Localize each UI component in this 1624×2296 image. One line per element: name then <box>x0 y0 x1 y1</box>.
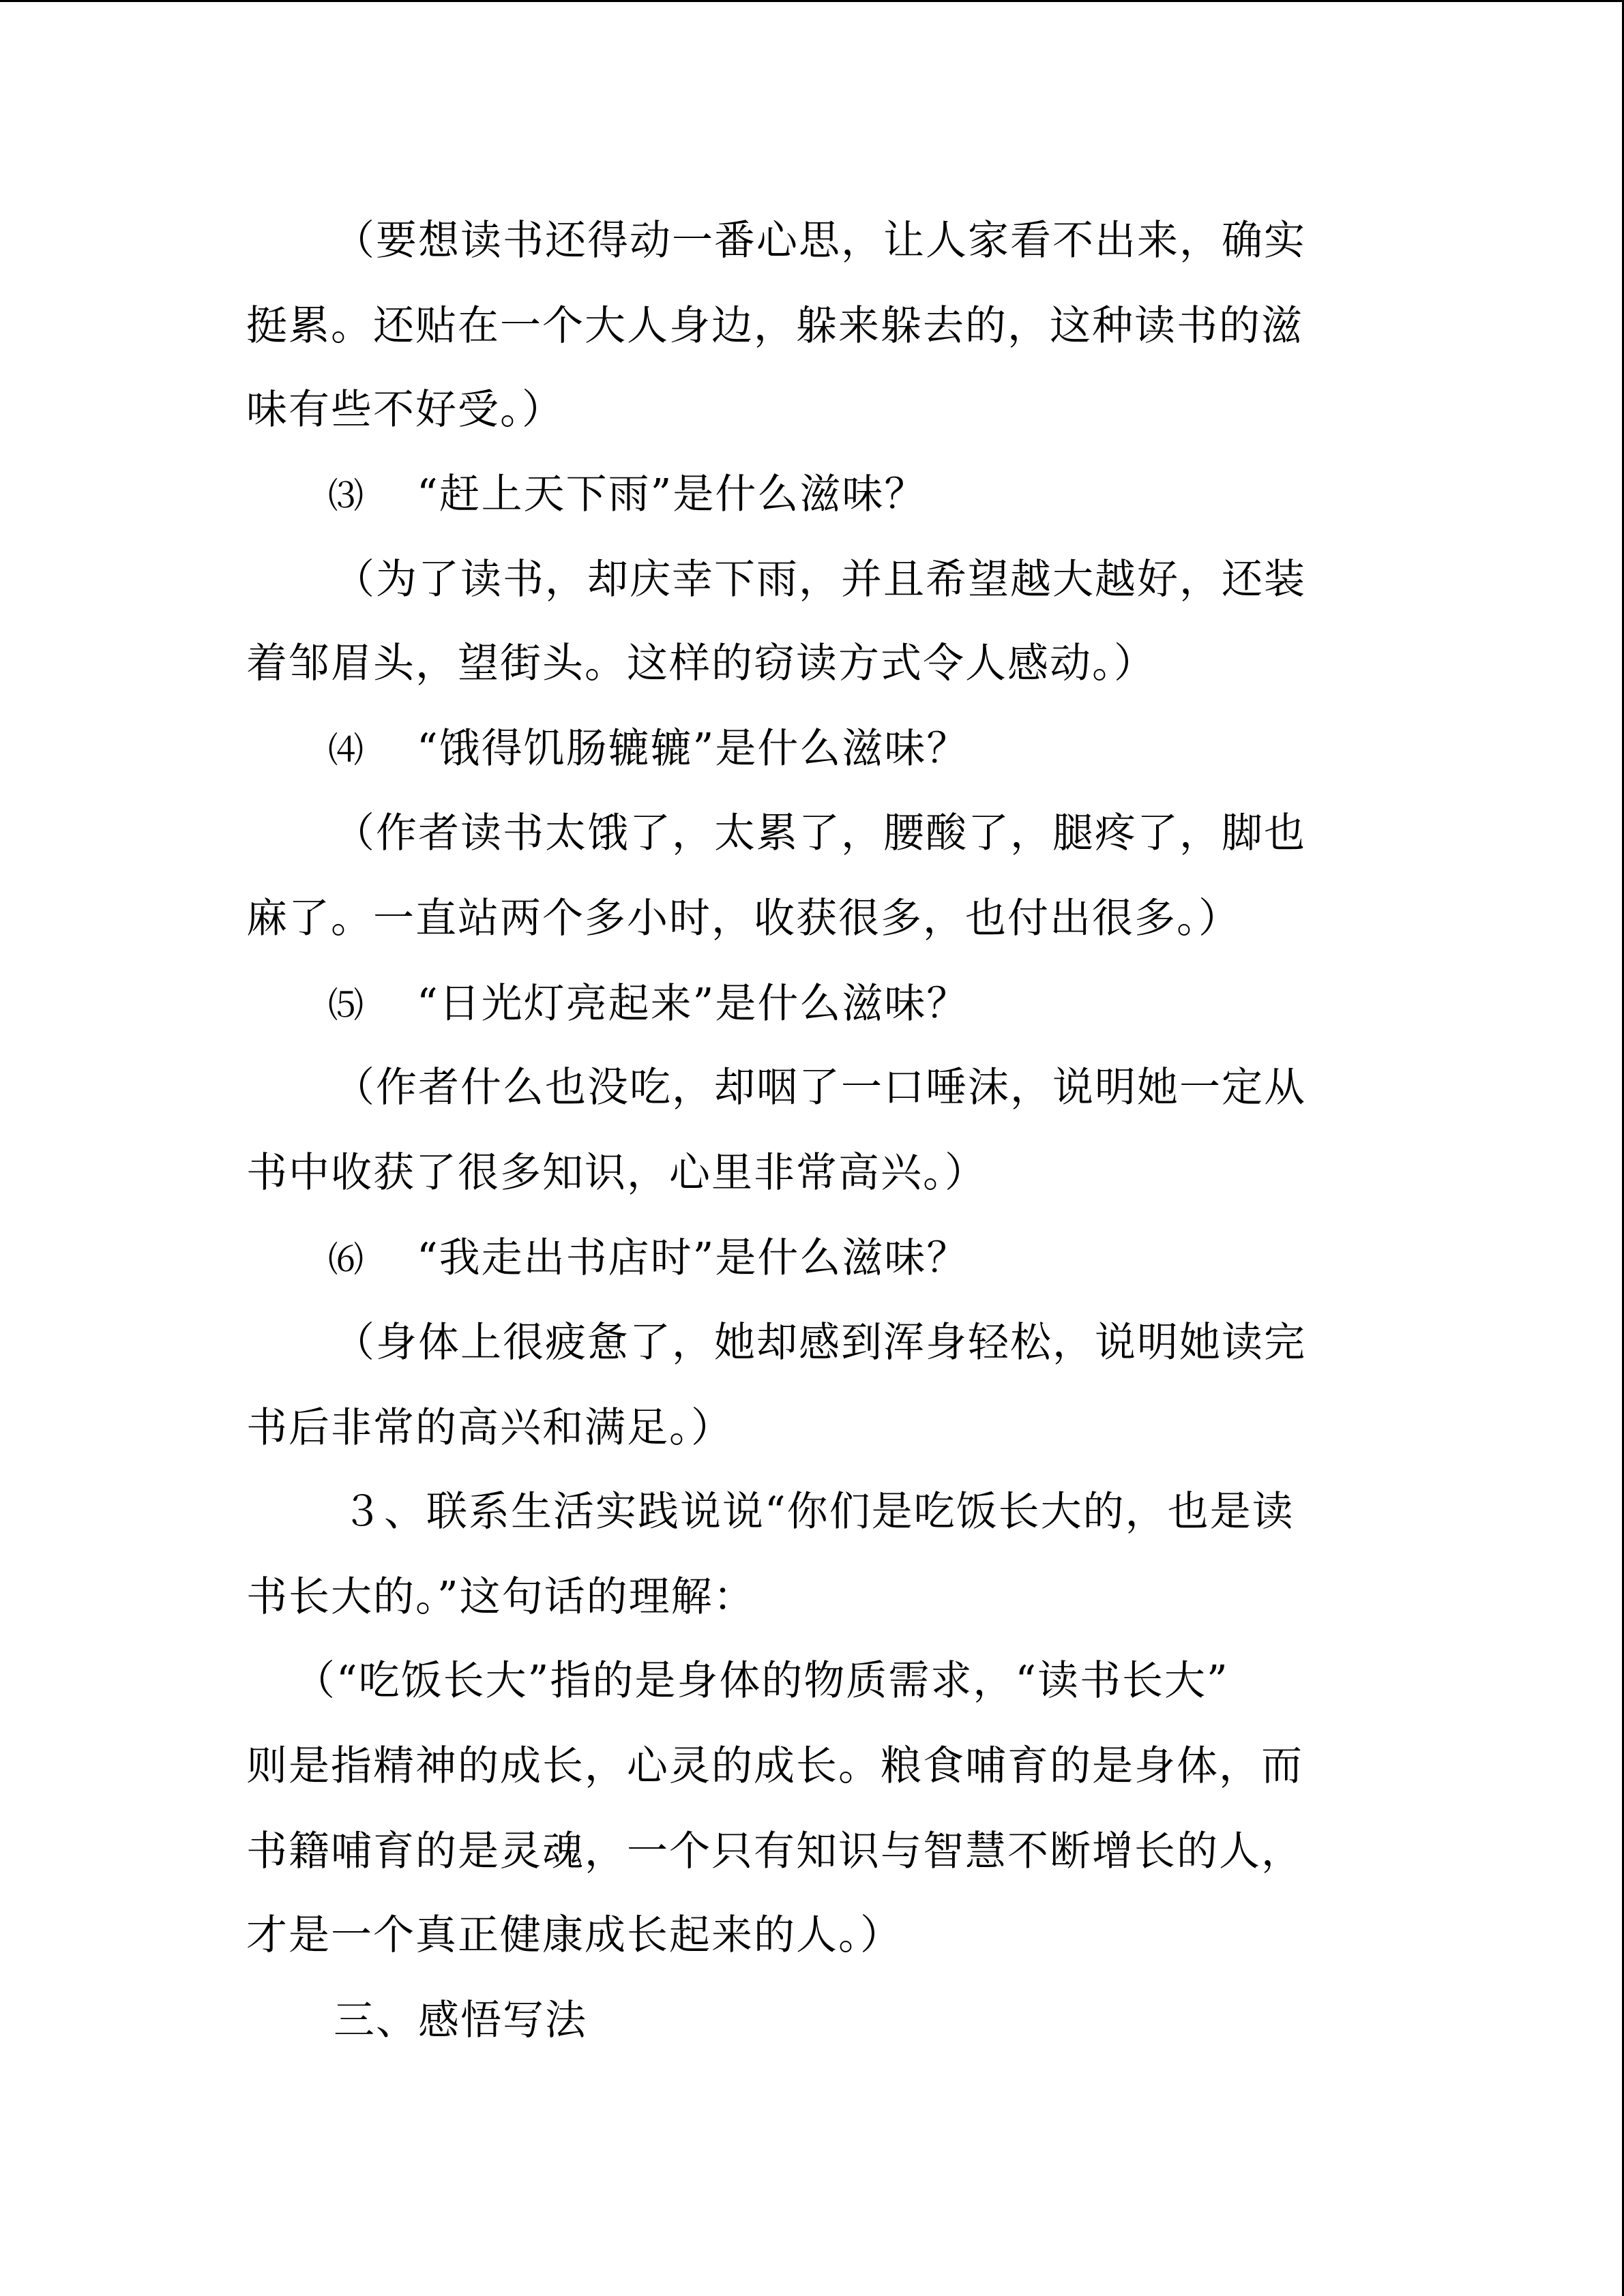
paragraph-line: 书籍哺育的是灵魂，一个只有知识与智慧不断增长的人， <box>246 1828 1303 1875</box>
paragraph-line: 味有些不好受。） <box>246 386 564 434</box>
paragraph-line: 书长大的。”这句话的理解： <box>246 1573 756 1621</box>
paragraph-line: （要想读书还得动一番心思，让人家看不出来，确实 <box>334 217 1306 265</box>
paragraph-line: 着邹眉头，望街头。这样的窃读方式令人感动。） <box>246 640 1156 687</box>
paragraph-line: 才是一个真正健康成长起来的人。） <box>246 1911 902 1959</box>
question-text: “日光灯亮起来”是什么滋味？ <box>417 980 969 1028</box>
item-number: ⑷ <box>328 730 366 771</box>
paragraph-line: 书中收获了很多知识，心里非常高兴。） <box>246 1149 987 1197</box>
item-number: ⑹ <box>328 1240 366 1281</box>
paragraph-line: 则是指精神的成长，心灵的成长。粮食哺育的是身体，而 <box>246 1742 1303 1790</box>
question-text: “饿得饥肠辘辘”是什么滋味？ <box>417 725 969 773</box>
paragraph-line: 挺累。还贴在一个大人身边，躲来躲去的，这种读书的滋 <box>246 302 1303 350</box>
paragraph-line: （身体上很疲惫了，她却感到浑身轻松，说明她读完 <box>334 1319 1306 1367</box>
item-number: ⑶ <box>328 476 366 517</box>
item-number: ⑸ <box>328 985 366 1026</box>
paragraph-line: （为了读书，却庆幸下雨，并且希望越大越好，还装 <box>334 556 1306 603</box>
section-item-3: ３、联系生活实践说说“你们是吃饭长大的，也是读 <box>342 1488 1295 1536</box>
paragraph-line: （“吃饭长大”指的是身体的物质需求，“读书长大” <box>294 1657 1229 1705</box>
question-item-3 <box>328 464 926 525</box>
paragraph-line: 书后非常的高兴和满足。） <box>246 1404 733 1452</box>
paragraph-line: （作者什么也没吃，却咽了一口唾沫，说明她一定从 <box>334 1064 1306 1112</box>
question-text: “我走出书店时”是什么滋味？ <box>417 1234 969 1282</box>
question-text: “赶上天下雨”是什么滋味？ <box>417 471 927 518</box>
paragraph-line: （作者读书太饿了，太累了，腰酸了，腿疼了，脚也 <box>334 809 1306 857</box>
page-top-border <box>0 0 1624 2</box>
question-item-4 <box>328 718 969 779</box>
section-heading: 三、感悟写法 <box>334 1997 587 2044</box>
question-item-5 <box>328 973 969 1034</box>
question-item-6 <box>328 1227 969 1289</box>
paragraph-line: 麻了。一直站两个多小时，收获很多，也付出很多。） <box>246 895 1241 942</box>
